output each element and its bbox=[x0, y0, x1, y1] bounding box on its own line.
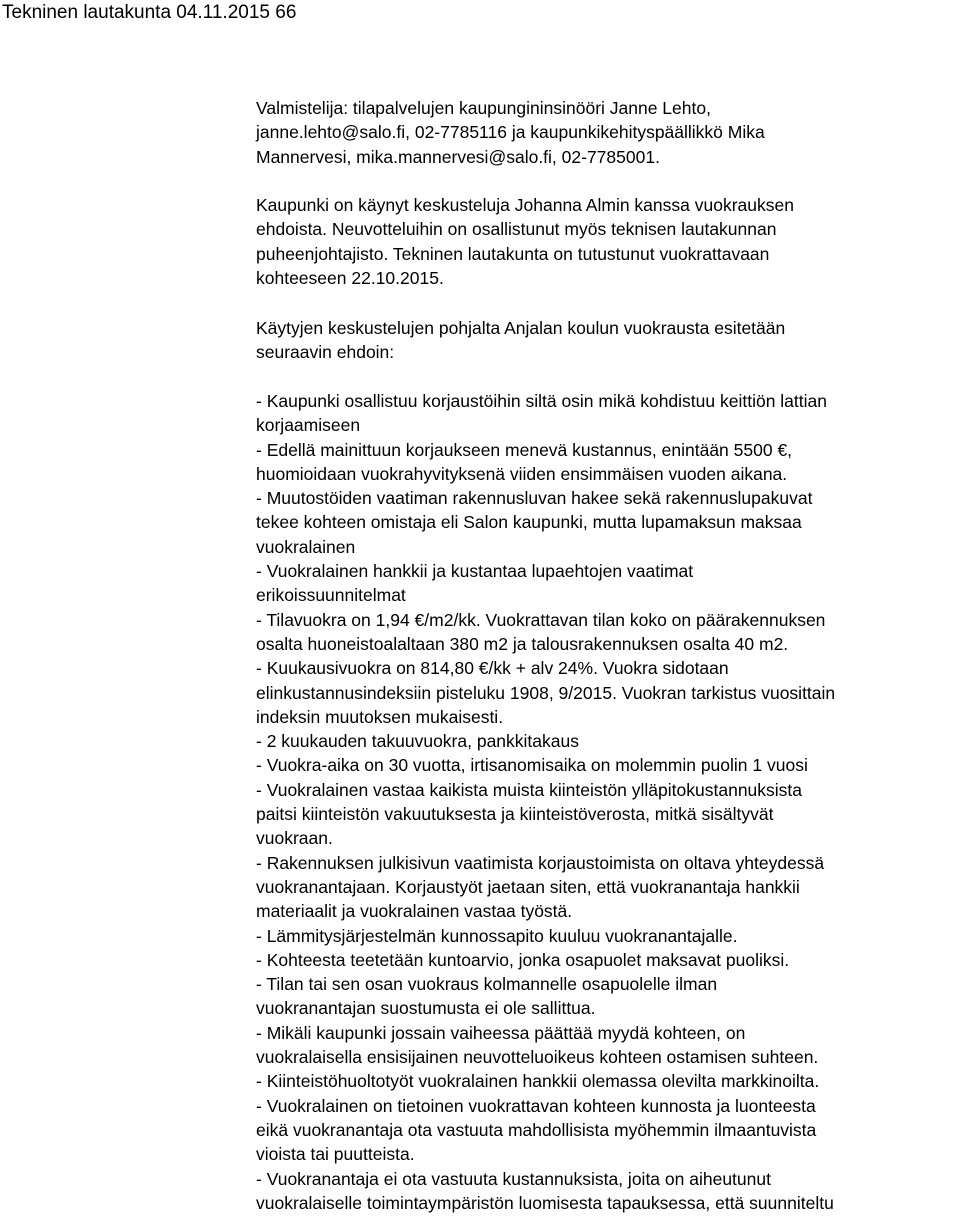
text-line: Käytyjen keskustelujen pohjalta Anjalan koulun vuokrausta esitetään bbox=[256, 318, 786, 338]
condition-line: - Kiinteistöhuoltotyöt vuokralainen hankkii olemassa olevilta markkinoilta. bbox=[256, 1071, 820, 1092]
condition-line: eikä vuokranantaja ota vastuuta mahdollisista myöhemmin ilmaantuvista bbox=[256, 1119, 817, 1140]
condition-line: - Rakennuksen julkisivun vaatimista korjaustoimista on oltava yhteydessä bbox=[256, 852, 825, 873]
condition-line: - Mikäli kaupunki jossain vaiheessa päättää myydä kohteen, on bbox=[256, 1022, 746, 1043]
text-line: ehdoista. Neuvotteluihin on osallistunut myös teknisen lautakunnan bbox=[256, 219, 777, 240]
condition-line: - Vuokra-aika on 30 vuotta, irtisanomisaika on molemmin puolin 1 vuosi bbox=[256, 755, 808, 776]
text-line: seuraavin ehdoin: bbox=[256, 342, 395, 363]
condition-line: vuokraan. bbox=[256, 828, 333, 849]
text-line: Valmistelija: tilapalvelujen kaupungininsinööri Janne Lehto, bbox=[256, 98, 711, 118]
condition-line: - Vuokralainen vastaa kaikista muista kiinteistön ylläpitokustannuksista bbox=[256, 779, 803, 800]
condition-line: materiaalit ja vuokralainen vastaa työstä. bbox=[256, 901, 573, 922]
condition-line: vuokralaisella ensisijainen neuvotteluoikeus kohteen ostamisen suhteen. bbox=[256, 1047, 819, 1068]
condition-line: - Lämmitysjärjestelmän kunnossapito kuuluu vuokranantajalle. bbox=[256, 925, 738, 946]
text-line: puheenjohtajisto. Tekninen lautakunta on tutustunut vuokrattavaan bbox=[256, 243, 770, 264]
condition-line: - Vuokranantaja ei ota vastuuta kustannuksista, joita on aiheutunut bbox=[256, 1168, 771, 1189]
condition-line: vuokranantajan suostumusta ei ole sallittua. bbox=[256, 998, 596, 1019]
condition-line: vuokralainen bbox=[256, 536, 356, 557]
condition-line: vioista tai puutteista. bbox=[256, 1144, 415, 1165]
condition-line: elinkustannusindeksiin pisteluku 1908, 9/2015. Vuokran tarkistus vuosittain bbox=[256, 682, 836, 703]
condition-line: tekee kohteen omistaja eli Salon kaupunki, mutta lupamaksun maksaa bbox=[256, 512, 802, 533]
condition-line: huomioidaan vuokrahyvityksenä viiden ensimmäisen vuoden aikana. bbox=[256, 463, 788, 484]
condition-line: - Kohteesta teetetään kuntoarvio, jonka osapuolet maksavat puoliksi. bbox=[256, 949, 790, 970]
condition-line: osalta huoneistoalaltaan 380 m2 ja talousrakennuksen osalta 40 m2. bbox=[256, 633, 789, 654]
condition-line: paitsi kiinteistön vakuutuksesta ja kiinteistöverosta, mitkä sisältyvät bbox=[256, 804, 774, 825]
condition-line: - Vuokralainen on tietoinen vuokrattavan kohteen kunnosta ja luonteesta bbox=[256, 1095, 816, 1116]
text-line: Mannervesi, mika.mannervesi@salo.fi, 02-7785001. bbox=[256, 146, 660, 167]
conditions-list bbox=[256, 389, 960, 1215]
condition-line: - Edellä mainittuun korjaukseen menevä kustannus, enintään 5500 €, bbox=[256, 439, 793, 460]
negotiation-paragraph bbox=[256, 193, 960, 290]
condition-line: - Muutostöiden vaatiman rakennusluvan hakee sekä rakennuslupakuvat bbox=[256, 488, 813, 509]
text-line: janne.lehto@salo.fi, 02-7785116 ja kaupunkikehityspäällikkö Mika bbox=[256, 122, 765, 143]
preparer-paragraph bbox=[256, 96, 960, 169]
condition-line: vuokranantajaan. Korjaustyöt jaetaan siten, että vuokranantaja hankkii bbox=[256, 876, 800, 897]
condition-line: indeksin muutoksen mukaisesti. bbox=[256, 706, 504, 727]
condition-line: korjaamiseen bbox=[256, 415, 361, 436]
document-header: Tekninen lautakunta 04.11.2015 66 bbox=[2, 2, 297, 23]
condition-line: erikoissuunnitelmat bbox=[256, 585, 406, 606]
condition-line: vuokralaiselle toimintaympäristön luomisesta tapauksessa, että suunniteltu bbox=[256, 1192, 834, 1213]
condition-line: - Kuukausivuokra on 814,80 €/kk + alv 24%. Vuokra sidotaan bbox=[256, 658, 729, 679]
condition-line: - 2 kuukauden takuuvuokra, pankkitakaus bbox=[256, 731, 579, 752]
condition-line: - Tilavuokra on 1,94 €/m2/kk. Vuokrattavan tilan koko on päärakennuksen bbox=[256, 609, 826, 630]
proposal-paragraph bbox=[256, 316, 960, 365]
text-line: Kaupunki on käynyt keskusteluja Johanna Almin kanssa vuokrauksen bbox=[256, 195, 794, 215]
condition-line: - Tilan tai sen osan vuokraus kolmannelle osapuolelle ilman bbox=[256, 974, 718, 995]
condition-line: - Kaupunki osallistuu korjaustöihin siltä osin mikä kohdistuu keittiön lattian bbox=[256, 391, 827, 411]
text-line: kohteeseen 22.10.2015. bbox=[256, 267, 444, 288]
condition-line: - Vuokralainen hankkii ja kustantaa lupaehtojen vaatimat bbox=[256, 561, 694, 582]
